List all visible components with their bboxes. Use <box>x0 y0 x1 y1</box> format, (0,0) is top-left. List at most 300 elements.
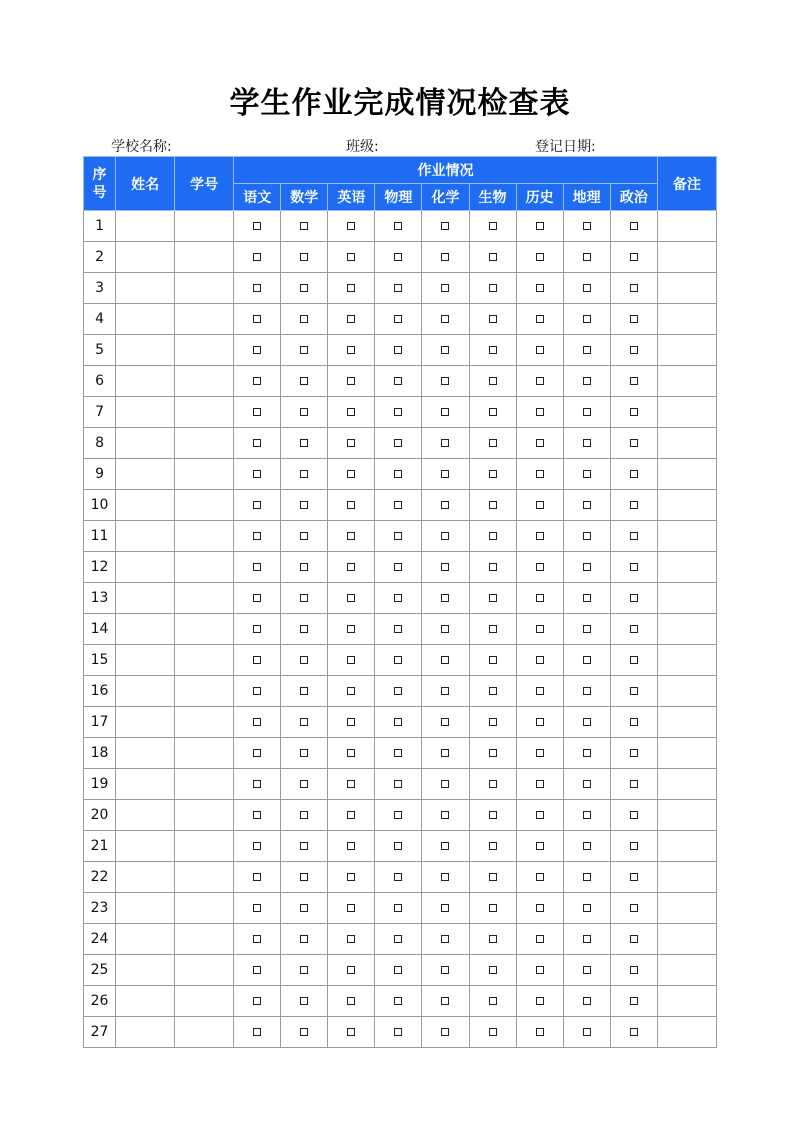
checkbox-icon[interactable] <box>394 997 402 1005</box>
remarks-cell[interactable] <box>657 583 716 614</box>
checkbox-icon[interactable] <box>394 687 402 695</box>
checkbox-icon[interactable] <box>583 377 591 385</box>
checkbox-icon[interactable] <box>441 284 449 292</box>
checkbox-icon[interactable] <box>300 811 308 819</box>
checkbox-icon[interactable] <box>441 222 449 230</box>
checkbox-icon[interactable] <box>583 501 591 509</box>
checkbox-icon[interactable] <box>253 873 261 881</box>
checkbox-icon[interactable] <box>347 253 355 261</box>
remarks-cell[interactable] <box>657 335 716 366</box>
student-id-cell[interactable] <box>175 893 234 924</box>
checkbox-icon[interactable] <box>583 873 591 881</box>
checkbox-icon[interactable] <box>583 563 591 571</box>
checkbox-icon[interactable] <box>489 718 497 726</box>
checkbox-icon[interactable] <box>394 842 402 850</box>
checkbox-icon[interactable] <box>441 253 449 261</box>
checkbox-icon[interactable] <box>630 966 638 974</box>
checkbox-icon[interactable] <box>536 935 544 943</box>
checkbox-icon[interactable] <box>347 749 355 757</box>
checkbox-icon[interactable] <box>253 718 261 726</box>
checkbox-icon[interactable] <box>300 470 308 478</box>
checkbox-icon[interactable] <box>536 718 544 726</box>
checkbox-icon[interactable] <box>253 377 261 385</box>
checkbox-icon[interactable] <box>441 749 449 757</box>
student-id-cell[interactable] <box>175 707 234 738</box>
remarks-cell[interactable] <box>657 645 716 676</box>
student-id-cell[interactable] <box>175 242 234 273</box>
checkbox-icon[interactable] <box>536 346 544 354</box>
checkbox-icon[interactable] <box>300 687 308 695</box>
student-id-cell[interactable] <box>175 273 234 304</box>
checkbox-icon[interactable] <box>630 563 638 571</box>
remarks-cell[interactable] <box>657 676 716 707</box>
checkbox-icon[interactable] <box>489 501 497 509</box>
checkbox-icon[interactable] <box>441 873 449 881</box>
checkbox-icon[interactable] <box>583 749 591 757</box>
checkbox-icon[interactable] <box>630 501 638 509</box>
checkbox-icon[interactable] <box>347 718 355 726</box>
checkbox-icon[interactable] <box>536 625 544 633</box>
checkbox-icon[interactable] <box>394 315 402 323</box>
checkbox-icon[interactable] <box>583 780 591 788</box>
checkbox-icon[interactable] <box>536 904 544 912</box>
checkbox-icon[interactable] <box>253 1028 261 1036</box>
checkbox-icon[interactable] <box>489 625 497 633</box>
student-id-cell[interactable] <box>175 428 234 459</box>
checkbox-icon[interactable] <box>489 315 497 323</box>
checkbox-icon[interactable] <box>253 656 261 664</box>
checkbox-icon[interactable] <box>394 563 402 571</box>
checkbox-icon[interactable] <box>394 470 402 478</box>
student-id-cell[interactable] <box>175 521 234 552</box>
checkbox-icon[interactable] <box>441 935 449 943</box>
checkbox-icon[interactable] <box>253 408 261 416</box>
checkbox-icon[interactable] <box>441 842 449 850</box>
checkbox-icon[interactable] <box>489 1028 497 1036</box>
checkbox-icon[interactable] <box>300 439 308 447</box>
checkbox-icon[interactable] <box>253 346 261 354</box>
checkbox-icon[interactable] <box>347 563 355 571</box>
checkbox-icon[interactable] <box>300 377 308 385</box>
checkbox-icon[interactable] <box>394 966 402 974</box>
name-cell[interactable] <box>116 645 175 676</box>
checkbox-icon[interactable] <box>441 780 449 788</box>
checkbox-icon[interactable] <box>394 1028 402 1036</box>
checkbox-icon[interactable] <box>253 966 261 974</box>
checkbox-icon[interactable] <box>536 780 544 788</box>
checkbox-icon[interactable] <box>583 284 591 292</box>
checkbox-icon[interactable] <box>630 377 638 385</box>
checkbox-icon[interactable] <box>347 842 355 850</box>
checkbox-icon[interactable] <box>347 780 355 788</box>
checkbox-icon[interactable] <box>536 1028 544 1036</box>
name-cell[interactable] <box>116 490 175 521</box>
checkbox-icon[interactable] <box>630 439 638 447</box>
checkbox-icon[interactable] <box>253 625 261 633</box>
checkbox-icon[interactable] <box>583 997 591 1005</box>
student-id-cell[interactable] <box>175 738 234 769</box>
checkbox-icon[interactable] <box>300 656 308 664</box>
checkbox-icon[interactable] <box>300 935 308 943</box>
checkbox-icon[interactable] <box>394 904 402 912</box>
checkbox-icon[interactable] <box>441 594 449 602</box>
checkbox-icon[interactable] <box>536 315 544 323</box>
checkbox-icon[interactable] <box>583 625 591 633</box>
checkbox-icon[interactable] <box>441 315 449 323</box>
checkbox-icon[interactable] <box>583 253 591 261</box>
checkbox-icon[interactable] <box>536 656 544 664</box>
checkbox-icon[interactable] <box>441 470 449 478</box>
checkbox-icon[interactable] <box>536 377 544 385</box>
checkbox-icon[interactable] <box>394 780 402 788</box>
checkbox-icon[interactable] <box>583 532 591 540</box>
checkbox-icon[interactable] <box>253 594 261 602</box>
checkbox-icon[interactable] <box>489 439 497 447</box>
checkbox-icon[interactable] <box>536 439 544 447</box>
remarks-cell[interactable] <box>657 924 716 955</box>
checkbox-icon[interactable] <box>253 749 261 757</box>
student-id-cell[interactable] <box>175 645 234 676</box>
name-cell[interactable] <box>116 986 175 1017</box>
checkbox-icon[interactable] <box>630 873 638 881</box>
checkbox-icon[interactable] <box>536 501 544 509</box>
student-id-cell[interactable] <box>175 552 234 583</box>
checkbox-icon[interactable] <box>630 408 638 416</box>
checkbox-icon[interactable] <box>394 594 402 602</box>
name-cell[interactable] <box>116 335 175 366</box>
checkbox-icon[interactable] <box>489 935 497 943</box>
checkbox-icon[interactable] <box>394 749 402 757</box>
checkbox-icon[interactable] <box>441 408 449 416</box>
student-id-cell[interactable] <box>175 769 234 800</box>
checkbox-icon[interactable] <box>583 904 591 912</box>
name-cell[interactable] <box>116 614 175 645</box>
checkbox-icon[interactable] <box>630 749 638 757</box>
name-cell[interactable] <box>116 676 175 707</box>
remarks-cell[interactable] <box>657 366 716 397</box>
checkbox-icon[interactable] <box>489 873 497 881</box>
checkbox-icon[interactable] <box>630 687 638 695</box>
checkbox-icon[interactable] <box>300 997 308 1005</box>
remarks-cell[interactable] <box>657 273 716 304</box>
checkbox-icon[interactable] <box>347 346 355 354</box>
name-cell[interactable] <box>116 521 175 552</box>
checkbox-icon[interactable] <box>536 997 544 1005</box>
checkbox-icon[interactable] <box>347 811 355 819</box>
name-cell[interactable] <box>116 769 175 800</box>
name-cell[interactable] <box>116 552 175 583</box>
remarks-cell[interactable] <box>657 738 716 769</box>
checkbox-icon[interactable] <box>630 811 638 819</box>
checkbox-icon[interactable] <box>347 997 355 1005</box>
checkbox-icon[interactable] <box>583 594 591 602</box>
checkbox-icon[interactable] <box>441 997 449 1005</box>
checkbox-icon[interactable] <box>630 842 638 850</box>
checkbox-icon[interactable] <box>300 346 308 354</box>
checkbox-icon[interactable] <box>489 966 497 974</box>
checkbox-icon[interactable] <box>583 842 591 850</box>
remarks-cell[interactable] <box>657 955 716 986</box>
checkbox-icon[interactable] <box>300 842 308 850</box>
checkbox-icon[interactable] <box>630 253 638 261</box>
remarks-cell[interactable] <box>657 552 716 583</box>
checkbox-icon[interactable] <box>300 780 308 788</box>
checkbox-icon[interactable] <box>583 687 591 695</box>
checkbox-icon[interactable] <box>394 253 402 261</box>
checkbox-icon[interactable] <box>394 873 402 881</box>
checkbox-icon[interactable] <box>253 439 261 447</box>
checkbox-icon[interactable] <box>441 966 449 974</box>
checkbox-icon[interactable] <box>441 718 449 726</box>
checkbox-icon[interactable] <box>394 532 402 540</box>
checkbox-icon[interactable] <box>394 222 402 230</box>
checkbox-icon[interactable] <box>253 687 261 695</box>
checkbox-icon[interactable] <box>347 904 355 912</box>
checkbox-icon[interactable] <box>536 532 544 540</box>
remarks-cell[interactable] <box>657 242 716 273</box>
checkbox-icon[interactable] <box>347 687 355 695</box>
remarks-cell[interactable] <box>657 893 716 924</box>
checkbox-icon[interactable] <box>489 687 497 695</box>
checkbox-icon[interactable] <box>630 346 638 354</box>
checkbox-icon[interactable] <box>253 470 261 478</box>
checkbox-icon[interactable] <box>441 439 449 447</box>
checkbox-icon[interactable] <box>536 222 544 230</box>
checkbox-icon[interactable] <box>300 625 308 633</box>
checkbox-icon[interactable] <box>253 811 261 819</box>
checkbox-icon[interactable] <box>347 625 355 633</box>
checkbox-icon[interactable] <box>583 346 591 354</box>
checkbox-icon[interactable] <box>630 997 638 1005</box>
checkbox-icon[interactable] <box>347 470 355 478</box>
checkbox-icon[interactable] <box>583 966 591 974</box>
remarks-cell[interactable] <box>657 521 716 552</box>
checkbox-icon[interactable] <box>300 222 308 230</box>
name-cell[interactable] <box>116 955 175 986</box>
remarks-cell[interactable] <box>657 862 716 893</box>
student-id-cell[interactable] <box>175 583 234 614</box>
checkbox-icon[interactable] <box>489 997 497 1005</box>
checkbox-icon[interactable] <box>630 904 638 912</box>
name-cell[interactable] <box>116 397 175 428</box>
remarks-cell[interactable] <box>657 986 716 1017</box>
checkbox-icon[interactable] <box>300 532 308 540</box>
checkbox-icon[interactable] <box>536 470 544 478</box>
name-cell[interactable] <box>116 924 175 955</box>
checkbox-icon[interactable] <box>441 904 449 912</box>
remarks-cell[interactable] <box>657 769 716 800</box>
checkbox-icon[interactable] <box>347 1028 355 1036</box>
remarks-cell[interactable] <box>657 459 716 490</box>
checkbox-icon[interactable] <box>489 532 497 540</box>
checkbox-icon[interactable] <box>583 811 591 819</box>
checkbox-icon[interactable] <box>347 501 355 509</box>
checkbox-icon[interactable] <box>536 811 544 819</box>
student-id-cell[interactable] <box>175 1017 234 1048</box>
checkbox-icon[interactable] <box>347 315 355 323</box>
checkbox-icon[interactable] <box>394 625 402 633</box>
checkbox-icon[interactable] <box>300 501 308 509</box>
checkbox-icon[interactable] <box>347 439 355 447</box>
student-id-cell[interactable] <box>175 862 234 893</box>
checkbox-icon[interactable] <box>489 222 497 230</box>
remarks-cell[interactable] <box>657 707 716 738</box>
checkbox-icon[interactable] <box>630 625 638 633</box>
checkbox-icon[interactable] <box>347 222 355 230</box>
name-cell[interactable] <box>116 1017 175 1048</box>
checkbox-icon[interactable] <box>441 1028 449 1036</box>
checkbox-icon[interactable] <box>394 284 402 292</box>
student-id-cell[interactable] <box>175 800 234 831</box>
checkbox-icon[interactable] <box>347 284 355 292</box>
checkbox-icon[interactable] <box>536 253 544 261</box>
checkbox-icon[interactable] <box>583 222 591 230</box>
checkbox-icon[interactable] <box>300 315 308 323</box>
checkbox-icon[interactable] <box>583 935 591 943</box>
checkbox-icon[interactable] <box>536 873 544 881</box>
checkbox-icon[interactable] <box>583 315 591 323</box>
checkbox-icon[interactable] <box>300 873 308 881</box>
student-id-cell[interactable] <box>175 924 234 955</box>
remarks-cell[interactable] <box>657 397 716 428</box>
checkbox-icon[interactable] <box>536 966 544 974</box>
checkbox-icon[interactable] <box>489 346 497 354</box>
student-id-cell[interactable] <box>175 490 234 521</box>
checkbox-icon[interactable] <box>300 904 308 912</box>
checkbox-icon[interactable] <box>489 904 497 912</box>
name-cell[interactable] <box>116 459 175 490</box>
checkbox-icon[interactable] <box>441 656 449 664</box>
name-cell[interactable] <box>116 366 175 397</box>
checkbox-icon[interactable] <box>489 656 497 664</box>
checkbox-icon[interactable] <box>489 842 497 850</box>
checkbox-icon[interactable] <box>441 346 449 354</box>
checkbox-icon[interactable] <box>441 811 449 819</box>
checkbox-icon[interactable] <box>536 408 544 416</box>
checkbox-icon[interactable] <box>630 284 638 292</box>
student-id-cell[interactable] <box>175 304 234 335</box>
name-cell[interactable] <box>116 738 175 769</box>
checkbox-icon[interactable] <box>253 253 261 261</box>
name-cell[interactable] <box>116 242 175 273</box>
checkbox-icon[interactable] <box>630 1028 638 1036</box>
checkbox-icon[interactable] <box>583 1028 591 1036</box>
name-cell[interactable] <box>116 428 175 459</box>
checkbox-icon[interactable] <box>394 408 402 416</box>
checkbox-icon[interactable] <box>489 594 497 602</box>
checkbox-icon[interactable] <box>630 470 638 478</box>
checkbox-icon[interactable] <box>300 253 308 261</box>
checkbox-icon[interactable] <box>536 563 544 571</box>
checkbox-icon[interactable] <box>394 346 402 354</box>
student-id-cell[interactable] <box>175 397 234 428</box>
checkbox-icon[interactable] <box>253 284 261 292</box>
student-id-cell[interactable] <box>175 211 234 242</box>
checkbox-icon[interactable] <box>300 1028 308 1036</box>
checkbox-icon[interactable] <box>347 532 355 540</box>
name-cell[interactable] <box>116 583 175 614</box>
checkbox-icon[interactable] <box>253 997 261 1005</box>
checkbox-icon[interactable] <box>347 408 355 416</box>
checkbox-icon[interactable] <box>489 284 497 292</box>
student-id-cell[interactable] <box>175 955 234 986</box>
remarks-cell[interactable] <box>657 490 716 521</box>
checkbox-icon[interactable] <box>253 532 261 540</box>
checkbox-icon[interactable] <box>347 377 355 385</box>
checkbox-icon[interactable] <box>441 377 449 385</box>
checkbox-icon[interactable] <box>441 687 449 695</box>
checkbox-icon[interactable] <box>489 408 497 416</box>
checkbox-icon[interactable] <box>536 284 544 292</box>
checkbox-icon[interactable] <box>253 842 261 850</box>
checkbox-icon[interactable] <box>347 594 355 602</box>
checkbox-icon[interactable] <box>347 656 355 664</box>
checkbox-icon[interactable] <box>253 904 261 912</box>
name-cell[interactable] <box>116 273 175 304</box>
student-id-cell[interactable] <box>175 335 234 366</box>
checkbox-icon[interactable] <box>630 935 638 943</box>
checkbox-icon[interactable] <box>630 222 638 230</box>
checkbox-icon[interactable] <box>300 408 308 416</box>
checkbox-icon[interactable] <box>536 687 544 695</box>
checkbox-icon[interactable] <box>489 811 497 819</box>
checkbox-icon[interactable] <box>253 780 261 788</box>
checkbox-icon[interactable] <box>347 966 355 974</box>
checkbox-icon[interactable] <box>394 377 402 385</box>
remarks-cell[interactable] <box>657 614 716 645</box>
checkbox-icon[interactable] <box>394 439 402 447</box>
checkbox-icon[interactable] <box>300 284 308 292</box>
checkbox-icon[interactable] <box>630 532 638 540</box>
name-cell[interactable] <box>116 893 175 924</box>
name-cell[interactable] <box>116 707 175 738</box>
checkbox-icon[interactable] <box>536 842 544 850</box>
checkbox-icon[interactable] <box>394 501 402 509</box>
checkbox-icon[interactable] <box>441 532 449 540</box>
checkbox-icon[interactable] <box>300 563 308 571</box>
checkbox-icon[interactable] <box>489 749 497 757</box>
student-id-cell[interactable] <box>175 614 234 645</box>
checkbox-icon[interactable] <box>253 501 261 509</box>
checkbox-icon[interactable] <box>489 377 497 385</box>
student-id-cell[interactable] <box>175 986 234 1017</box>
checkbox-icon[interactable] <box>630 656 638 664</box>
checkbox-icon[interactable] <box>630 718 638 726</box>
student-id-cell[interactable] <box>175 831 234 862</box>
checkbox-icon[interactable] <box>441 625 449 633</box>
checkbox-icon[interactable] <box>583 718 591 726</box>
checkbox-icon[interactable] <box>583 656 591 664</box>
checkbox-icon[interactable] <box>300 749 308 757</box>
name-cell[interactable] <box>116 831 175 862</box>
checkbox-icon[interactable] <box>489 253 497 261</box>
checkbox-icon[interactable] <box>253 222 261 230</box>
student-id-cell[interactable] <box>175 366 234 397</box>
checkbox-icon[interactable] <box>253 563 261 571</box>
checkbox-icon[interactable] <box>583 408 591 416</box>
checkbox-icon[interactable] <box>583 470 591 478</box>
student-id-cell[interactable] <box>175 459 234 490</box>
remarks-cell[interactable] <box>657 304 716 335</box>
remarks-cell[interactable] <box>657 428 716 459</box>
name-cell[interactable] <box>116 211 175 242</box>
checkbox-icon[interactable] <box>347 935 355 943</box>
checkbox-icon[interactable] <box>347 873 355 881</box>
checkbox-icon[interactable] <box>394 935 402 943</box>
name-cell[interactable] <box>116 304 175 335</box>
remarks-cell[interactable] <box>657 800 716 831</box>
checkbox-icon[interactable] <box>441 501 449 509</box>
